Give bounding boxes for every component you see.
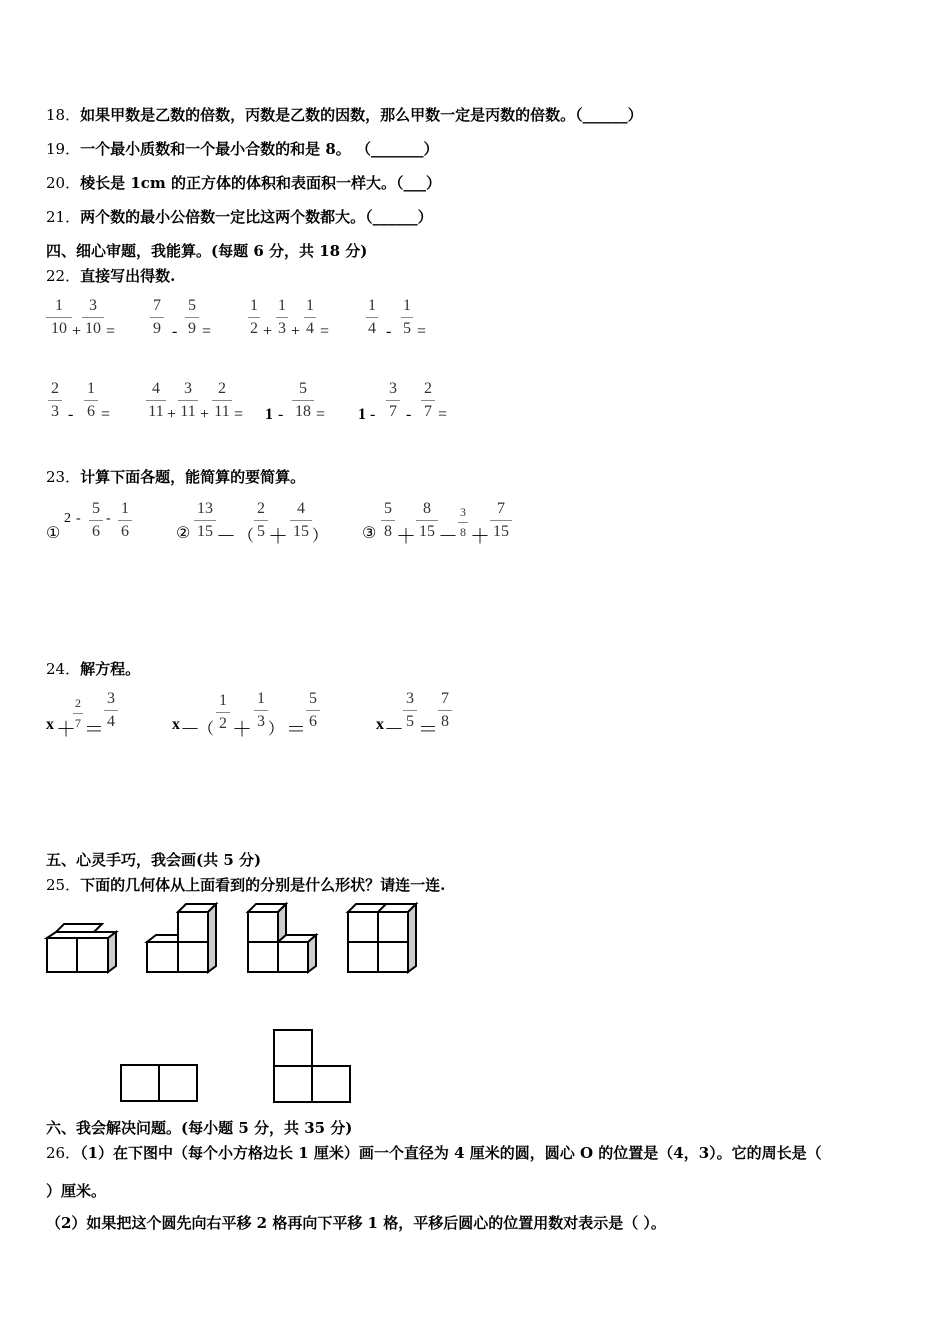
fraction: 1 6 (84, 380, 98, 421)
fraction: 5 6 (306, 690, 320, 731)
question-number: 20． (46, 174, 81, 192)
fraction: 7 8 (438, 690, 452, 731)
solid-figure-2 (144, 902, 224, 980)
fraction: 13 15 (194, 500, 216, 541)
minus-sign: － (216, 526, 236, 548)
fraction: 5 6 (89, 500, 103, 541)
fraction: 5 18 (292, 380, 314, 421)
fraction: 3 8 (460, 505, 466, 539)
plus-sign: ＋ (56, 719, 76, 741)
question-26-part-1-end: ）厘米。 (46, 1182, 107, 1200)
question-text: 直接写出得数. (80, 267, 176, 285)
plus-sign: ＋ (396, 526, 416, 548)
fraction: 5 8 (381, 500, 395, 541)
circled-one: ① (46, 525, 61, 542)
fraction: 4 15 (290, 500, 312, 541)
question-text: 一个最小质数和一个最小合数的和是 8。 （_______） (80, 140, 439, 158)
fraction: 7 15 (490, 500, 512, 541)
question-number: 21． (46, 208, 81, 226)
minus-sign: － (180, 719, 200, 741)
equals-sign: = (202, 323, 212, 340)
fraction: 3 7 (386, 380, 400, 421)
fraction: 1 3 (254, 690, 268, 731)
solid-figure-1 (44, 920, 124, 980)
section-4-title: 四、细心审题，我能算。(每题 6 分，共 18 分) (46, 242, 368, 260)
question-number: 23． (46, 468, 81, 486)
minus-sign: － (438, 526, 458, 548)
equals-sign: ＝ (84, 719, 104, 741)
plus-sign: + (72, 323, 82, 340)
question-26-part-1 (46, 1142, 822, 1163)
fraction: 3 11 (178, 380, 198, 421)
solid-figure-4 (344, 902, 424, 980)
equals-sign: = (320, 323, 330, 340)
fraction: 3 4 (104, 690, 118, 731)
variable-x: x (46, 716, 54, 733)
fraction: 5 9 (185, 297, 199, 338)
circled-three: ③ (362, 525, 377, 542)
circled-two: ② (176, 525, 191, 542)
equals-sign: ＝ (418, 719, 438, 741)
question-number: 25． (46, 876, 81, 894)
fraction: 3 10 (82, 297, 104, 338)
plus-sign: ＋ (268, 526, 288, 548)
left-paren: （ (238, 528, 255, 545)
minus-sign: － (384, 719, 404, 741)
question-text: 下面的几何体从上面看到的分别是什么形状？请连一连. (80, 876, 446, 894)
fraction: 1 10 (46, 297, 72, 338)
equals-sign: = (101, 406, 111, 423)
fraction: 7 9 (150, 297, 164, 338)
fraction: 3 5 (403, 690, 417, 731)
fraction: 1 4 (368, 297, 376, 337)
solid-figure-3 (244, 902, 324, 980)
question-21 (46, 206, 433, 227)
fraction: 1 3 (278, 297, 286, 337)
fraction: 2 11 (212, 380, 232, 421)
plus-sign: ＋ (470, 526, 490, 548)
plus-sign: + (291, 323, 301, 340)
integer: 1 (265, 406, 273, 423)
question-text: （1）在下图中（每个小方格边长 1 厘米）画一个直径为 4 厘米的圆，圆心 O 的位置是（4，3）。它的周长是（ (80, 1144, 822, 1162)
top-view-shape-1 (120, 1064, 200, 1104)
equals-sign: = (417, 323, 427, 340)
equals-sign: = (106, 323, 116, 340)
variable-x: x (376, 716, 384, 733)
question-24 (46, 658, 140, 679)
fraction: 2 5 (254, 500, 268, 541)
fraction: 8 15 (416, 500, 438, 541)
question-18 (46, 104, 643, 125)
right-paren: ） (312, 528, 329, 545)
fraction: 1 4 (306, 297, 314, 337)
plus-sign: + (263, 323, 273, 340)
integer: 1 (358, 406, 366, 423)
question-number: 24． (46, 660, 81, 678)
section-6-title: 六、我会解决问题。(每小题 5 分，共 35 分) (46, 1119, 353, 1137)
question-19 (46, 138, 438, 159)
minus-sign: - (76, 511, 81, 526)
question-text: 两个数的最小公倍数一定比这两个数都大。（______） (80, 208, 433, 226)
question-number: 19． (46, 140, 81, 158)
question-text: 计算下面各题，能简算的要简算。 (80, 468, 306, 486)
fraction: 1 6 (118, 500, 132, 541)
minus-sign: - (370, 406, 376, 423)
equals-sign: = (316, 406, 326, 423)
fraction: 1 5 (403, 297, 411, 337)
minus-sign: - (106, 511, 111, 526)
equals-sign: = (234, 406, 244, 423)
question-number: 22． (46, 267, 81, 285)
minus-sign: - (386, 323, 392, 340)
plus-sign: + (167, 406, 177, 423)
left-paren: （ (198, 721, 215, 738)
fraction: 2 7 (75, 696, 81, 730)
plus-sign: ＋ (232, 719, 252, 741)
question-text: 棱长是 1cm 的正方体的体积和表面积一样大。（___） (80, 174, 441, 192)
right-paren: ） (268, 721, 285, 738)
fraction: 4 11 (146, 380, 166, 421)
minus-sign: - (68, 406, 74, 423)
equals-sign: = (438, 406, 448, 423)
minus-sign: - (278, 406, 284, 423)
minus-sign: - (406, 406, 412, 423)
question-20 (46, 172, 441, 193)
question-22 (46, 265, 175, 286)
plus-sign: + (200, 406, 210, 423)
fraction: 1 2 (250, 297, 258, 337)
fraction: 2 3 (48, 380, 62, 421)
equals-sign: ＝ (286, 719, 306, 741)
section-5-title: 五、心灵手巧，我会画(共 5 分) (46, 851, 262, 869)
integer: 2 (64, 511, 71, 526)
question-number: 26． (46, 1144, 81, 1162)
question-25 (46, 874, 445, 895)
question-26-part-2: （2）如果把这个圆先向右平移 2 格再向下平移 1 格，平移后圆心的位置用数对表示是（ ）。 (46, 1214, 666, 1232)
question-23 (46, 466, 305, 487)
variable-x: x (172, 716, 180, 733)
question-text: 解方程。 (80, 660, 141, 678)
question-text: 如果甲数是乙数的倍数，丙数是乙数的因数，那么甲数一定是丙数的倍数。（______） (80, 106, 643, 124)
minus-sign: - (172, 323, 178, 340)
top-view-shape-2 (273, 1029, 353, 1105)
question-number: 18． (46, 106, 81, 124)
fraction: 1 2 (216, 692, 230, 733)
fraction: 2 7 (421, 380, 435, 421)
